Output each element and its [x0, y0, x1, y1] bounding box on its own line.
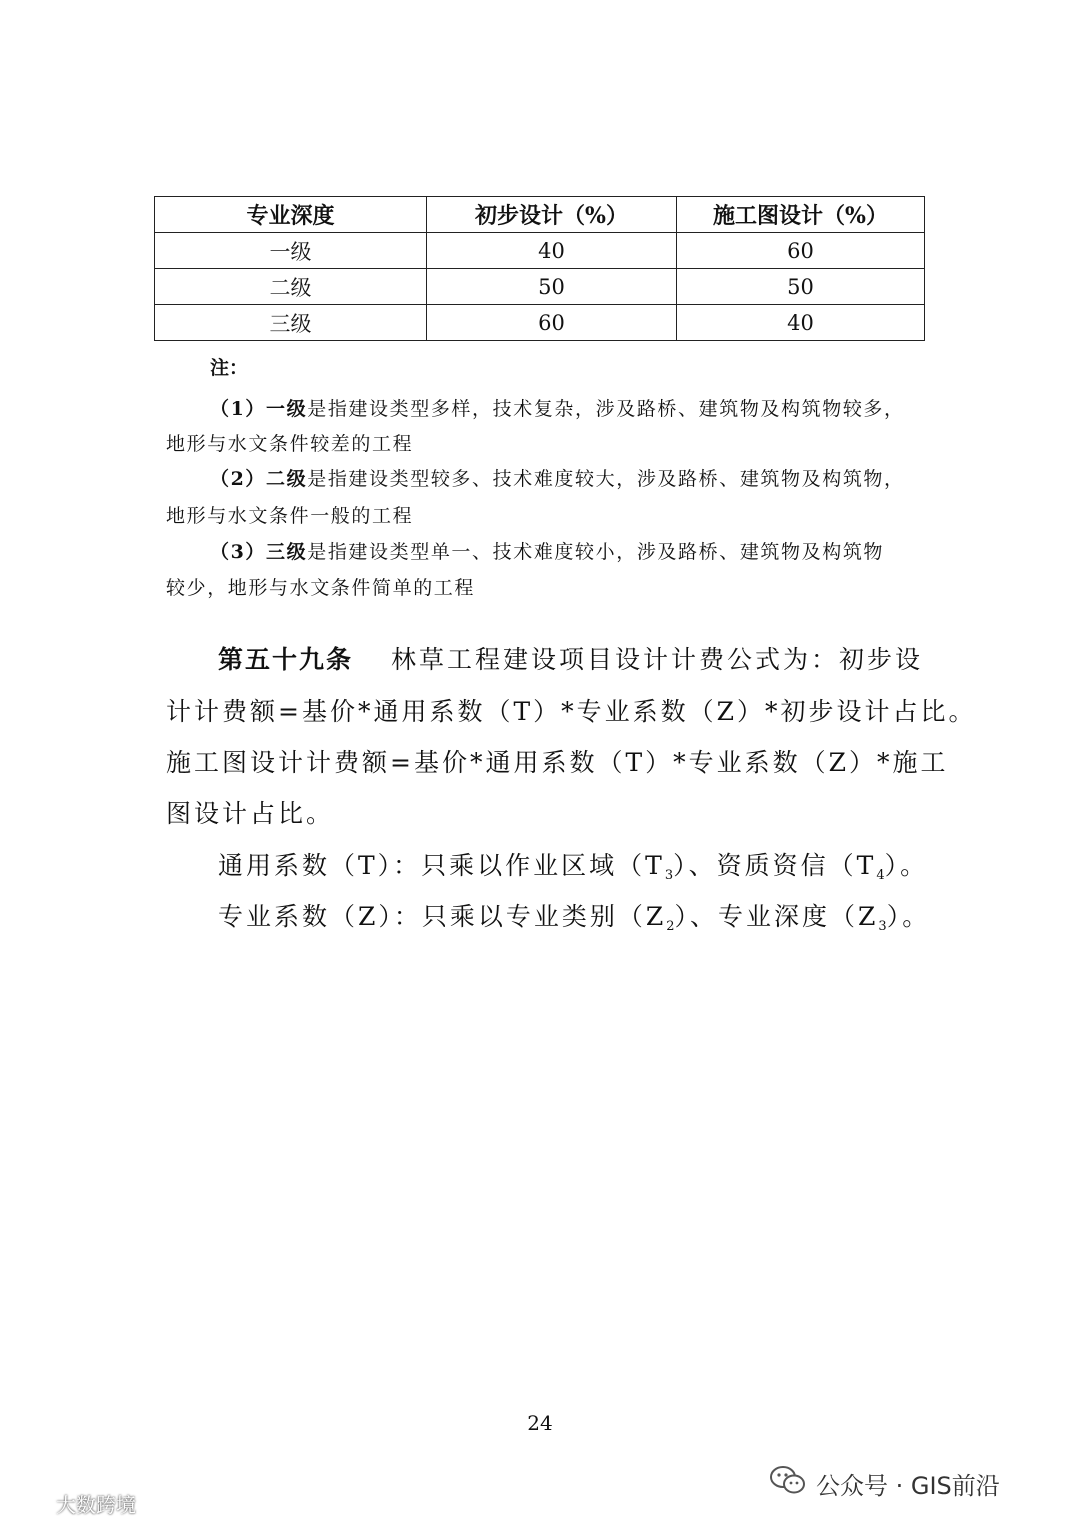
note-3-term: 三级: [266, 541, 308, 563]
special-sub-2: 3: [878, 919, 887, 934]
special-text-c: ）。: [886, 902, 931, 931]
watermark-right-text: 公众号 · GIS前沿: [816, 1471, 1000, 1500]
general-coefficient-line: [218, 846, 928, 883]
note-1: [210, 394, 905, 421]
cell-level: 一级: [155, 233, 427, 269]
note-3-text: 是指建设类型单一、技术难度较小，涉及路桥、建筑物及构筑物: [307, 541, 885, 563]
note-3: [210, 537, 884, 564]
table-row: [155, 305, 925, 341]
note-2-prefix: （2）: [210, 468, 267, 490]
wechat-icon: [770, 1465, 806, 1501]
article-line-2: 计计费额=基价*通用系数（T）*专业系数（Z）*初步设计占比。: [166, 697, 977, 726]
note-2-term: 二级: [266, 468, 308, 490]
header-construction: 施工图设计（%）: [677, 197, 925, 233]
note-1-continued: 地形与水文条件较差的工程: [166, 433, 414, 455]
cell-construct: 50: [677, 269, 925, 305]
special-coefficient-line: [218, 897, 930, 934]
note-3-continued: 较少，地形与水文条件简单的工程: [166, 577, 476, 599]
note-2: [210, 464, 905, 491]
article-line-4: 图设计占比。: [166, 799, 335, 828]
general-text-b: ）、资质资信（T: [673, 851, 877, 880]
watermark-bottom-left: [6, 1488, 136, 1519]
article-line-3: 施工图设计计费额=基价*通用系数（T）*专业系数（Z）*施工: [166, 748, 949, 777]
note-2-text: 是指建设类型较多、技术难度较大，涉及路桥、建筑物及构筑物，: [307, 468, 905, 490]
watermark-wechat: [770, 1465, 1000, 1501]
table-row: [155, 269, 925, 305]
article-line-1-text: 林草工程建设项目设计计费公式为：初步设: [391, 645, 924, 674]
cell-level: 二级: [155, 269, 427, 305]
cell-construct: 40: [677, 305, 925, 341]
note-3-prefix: （3）: [210, 541, 267, 563]
header-depth: 专业深度: [155, 197, 427, 233]
general-text-a: 通用系数（T）：只乘以作业区域（T: [218, 851, 665, 880]
cell-construct: 60: [677, 233, 925, 269]
header-preliminary: 初步设计（%）: [427, 197, 677, 233]
table-row: [155, 233, 925, 269]
special-text-a: 专业系数（Z）：只乘以专业类别（Z: [218, 902, 667, 931]
table-header-row: [155, 197, 925, 233]
general-sub-1: 3: [664, 868, 674, 883]
notes-title: 注：: [210, 357, 249, 379]
note-1-text: 是指建设类型多样，技术复杂，涉及路桥、建筑物及构筑物较多，: [307, 398, 905, 420]
special-text-b: ）、专业深度（Z: [674, 902, 879, 931]
watermark-left-text: 大数跨境: [56, 1493, 136, 1517]
special-sub-1: 2: [666, 919, 675, 934]
coefficient-table: [154, 196, 925, 341]
note-1-term: 一级: [266, 398, 308, 420]
note-2-continued: 地形与水文条件一般的工程: [166, 505, 414, 527]
article-line-1: [218, 640, 923, 676]
general-sub-2: 4: [876, 868, 885, 883]
page-number: 24: [527, 1411, 553, 1435]
logo-icon: [6, 1488, 52, 1519]
cell-prelim: 40: [427, 233, 677, 269]
general-text-c: ）。: [884, 851, 929, 880]
cell-prelim: 60: [427, 305, 677, 341]
article-heading: 第五十九条: [218, 645, 354, 674]
cell-level: 三级: [155, 305, 427, 341]
note-1-prefix: （1）: [210, 398, 267, 420]
cell-prelim: 50: [427, 269, 677, 305]
